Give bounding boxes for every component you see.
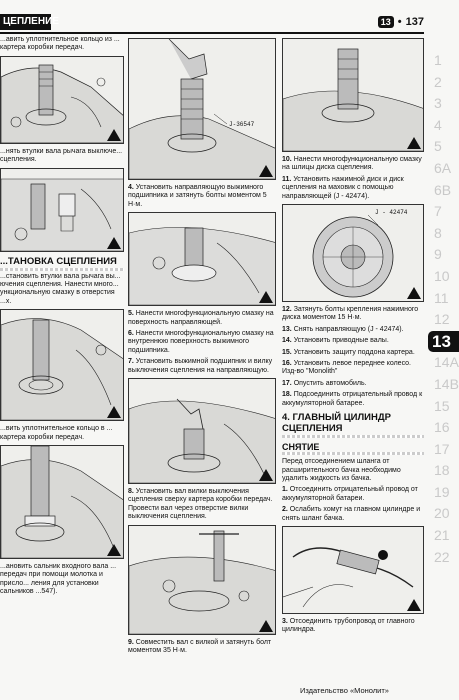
- step-text: ...ановить сальник входного вала ... передач при помощи молотка и присло... ления для установки сальников ...547).: [0, 563, 117, 596]
- chapter-tab[interactable]: 15: [434, 397, 450, 414]
- page-number-group: [378, 14, 424, 30]
- chapter-tab[interactable]: 6В: [434, 181, 452, 198]
- step-number: 18.: [282, 391, 292, 399]
- step-text: Установить левое переднее колесо. Изд-во "Monolith": [282, 360, 411, 376]
- step-number: 16.: [282, 360, 292, 368]
- warning-icon: [259, 165, 273, 177]
- figure-input-shaft: [0, 309, 124, 421]
- column-right: [282, 36, 424, 638]
- warning-icon: [407, 599, 421, 611]
- step-number: 4.: [128, 184, 134, 191]
- column-left: [0, 36, 124, 600]
- step-text: Нанести многофункциональную смазку на внутреннюю поверхность выжимного подшипника.: [128, 330, 274, 354]
- step-number: 1.: [282, 486, 288, 494]
- tool-label: J - 42474: [375, 209, 408, 217]
- step-text: Установить выжимной подшипник и вилку выключения сцепления на направляющую.: [128, 358, 273, 374]
- step-16: [282, 360, 424, 377]
- chapter-tab[interactable]: 22: [434, 548, 450, 565]
- chapter-tab[interactable]: 2: [434, 73, 442, 90]
- step-9: [128, 639, 276, 656]
- chapter-badge: 13: [378, 16, 394, 28]
- pressure-plate-illustration: [283, 205, 424, 301]
- step-13: [282, 326, 424, 334]
- gearbox-illustration: [1, 57, 124, 143]
- step-text: ...нять втулки вала рычага выключе... сцепления.: [0, 147, 123, 164]
- step-text: Установить вал вилки выключения сцепления сверху картера коробки передач. Провести вал через отверстие вилки выключения сцепления.: [128, 488, 273, 521]
- step-number: 14.: [282, 337, 292, 345]
- step-8: [128, 488, 276, 522]
- chapter-tab[interactable]: 6А: [434, 159, 452, 176]
- step-text: Затянуть болты крепления нажимного диска моментом 15 Н·м.: [282, 306, 419, 322]
- step-number: 13.: [282, 325, 292, 333]
- page-header: [0, 14, 424, 34]
- step-text: Ослабить хомут на главном цилиндре и снять шланг бачка.: [282, 506, 421, 522]
- subsection-heading: СНЯТИЕ: [282, 442, 424, 455]
- step-text: ...становить втулки вала рычага вы... ючения сцепления. Нанести много... ункциональную смазку в отверстия ...х.: [0, 272, 121, 305]
- step-5: [128, 310, 276, 327]
- warning-icon: [259, 291, 273, 303]
- figure-pressure-plate: [282, 204, 424, 302]
- step-number: 17.: [282, 379, 292, 387]
- bearing-illustration: [129, 213, 276, 305]
- step-text: Отсоединить трубопровод от главного цилиндра.: [282, 617, 415, 634]
- step-number: 11.: [282, 175, 292, 183]
- step-17: [282, 380, 424, 388]
- chapter-tab[interactable]: 1: [434, 52, 442, 68]
- removal-step-2: [282, 506, 424, 523]
- step-text: Установить нажимной диск и диск сцепления на маховик с помощью направляющей (J - 42474).: [282, 175, 404, 200]
- step-text: Нанести многофункциональную смазку на поверхность направляющей.: [128, 310, 274, 326]
- warning-icon: [107, 237, 121, 249]
- chapter-tab[interactable]: 12: [434, 311, 450, 328]
- input-shaft-illustration: [1, 310, 124, 420]
- step-text: Снять направляющую (J - 42474).: [293, 325, 404, 333]
- bullet: •: [397, 16, 402, 28]
- figure-guide-install: [128, 38, 276, 180]
- chapter-tab[interactable]: 8: [434, 224, 442, 241]
- chapter-tab[interactable]: 21: [434, 527, 450, 544]
- chapter-tab[interactable]: 14В: [434, 375, 459, 392]
- release-fork-illustration: [129, 379, 276, 483]
- step-18: [282, 391, 424, 408]
- warning-icon: [259, 620, 273, 632]
- figure-spline-lube: [282, 38, 424, 152]
- step-number: 5.: [128, 310, 134, 318]
- step-text: Подсоединить отрицательный провод к аккумуляторной батарее.: [282, 391, 423, 407]
- figure-gearbox-shaft: [0, 56, 124, 144]
- step-7: [128, 358, 276, 375]
- step-14: [282, 337, 424, 345]
- tool-label: J-36547: [229, 121, 255, 128]
- warning-icon: [107, 544, 121, 556]
- step-text: Установить направляющую выжимного подшипника и затянуть болты моментом 5 Н·м.: [128, 184, 267, 208]
- chapter-tab[interactable]: 3: [434, 95, 442, 112]
- chapter-tab[interactable]: 14А: [434, 354, 459, 371]
- step-number: 7.: [128, 358, 134, 366]
- figure-master-cylinder: [282, 526, 424, 614]
- chapter-tab[interactable]: 18: [434, 462, 450, 479]
- step-text: Опустить автомобиль.: [293, 379, 367, 387]
- step-number: 9.: [128, 638, 134, 646]
- step-4: [128, 184, 276, 209]
- chapter-tab[interactable]: 5: [434, 138, 442, 155]
- figure-fork-shaft: [128, 525, 276, 635]
- step-number: 15.: [282, 348, 292, 356]
- figure-release-fork: [128, 378, 276, 484]
- fork-shaft-illustration: [129, 526, 276, 634]
- step-text: Установить приводные валы.: [293, 337, 389, 345]
- step-text: ...авить уплотнительное кольцо из ... картера коробки передач.: [0, 36, 120, 52]
- chapter-tab[interactable]: 16: [434, 419, 450, 436]
- figure-seal-install: [0, 445, 124, 559]
- step-12: [282, 306, 424, 323]
- removal-step-3: [282, 618, 424, 635]
- step-number: 8.: [128, 488, 134, 496]
- step-number: 12.: [282, 306, 292, 314]
- step-number: 6.: [128, 330, 134, 338]
- warning-icon: [407, 137, 421, 149]
- chapter-tab-active[interactable]: 13: [428, 331, 459, 353]
- column-middle: [128, 36, 276, 659]
- step-number: 3.: [282, 617, 288, 625]
- figure-bearing: [128, 212, 276, 306]
- step-number: 10.: [282, 156, 292, 163]
- warning-icon: [259, 469, 273, 481]
- chapter-tabs: [428, 50, 459, 568]
- chapter-tab[interactable]: 7: [434, 203, 442, 220]
- step-6: [128, 330, 276, 355]
- section-heading: 4. ГЛАВНЫЙ ЦИЛИНДР СЦЕПЛЕНИЯ: [282, 412, 424, 438]
- step-10: [282, 156, 424, 173]
- page-number: 137: [405, 16, 424, 28]
- step-11: [282, 176, 424, 201]
- figure-bushings: [0, 168, 124, 252]
- publisher-footer: Издательство «Монолит»: [300, 686, 389, 695]
- removal-step-1: [282, 486, 424, 503]
- section-heading: ...ТАНОВКА СЦЕПЛЕНИЯ: [0, 256, 124, 271]
- chapter-tab[interactable]: 20: [434, 505, 450, 522]
- step-text: Установить защиту поддона картера.: [293, 348, 415, 356]
- step-text: ...вить уплотнительное кольцо в ... картера коробки передач.: [0, 425, 113, 441]
- chapter-tab[interactable]: 17: [434, 440, 450, 457]
- bushing-illustration: [1, 169, 124, 251]
- section-title: ЦЕПЛЕНИЕ: [0, 14, 51, 30]
- warning-icon: [107, 406, 121, 418]
- chapter-tab[interactable]: 9: [434, 246, 442, 263]
- warning-icon: [407, 287, 421, 299]
- step-15: [282, 349, 424, 357]
- step-number: 2.: [282, 506, 288, 514]
- chapter-tab[interactable]: 11: [434, 289, 449, 306]
- step-text: Отсоединить отрицательный провод от аккумуляторной батареи.: [282, 486, 418, 502]
- step-text: Совместить вал с вилкой и затянуть болт моментом 35 Н·м.: [128, 638, 272, 655]
- guide-install-illustration: [129, 39, 276, 179]
- chapter-tab[interactable]: 19: [434, 483, 450, 500]
- step-text: Нанести многофункциональную смазку на шлицы диска сцепления.: [282, 156, 422, 172]
- warning-icon: [107, 129, 121, 141]
- intro-text: Перед отсоединением шланга от расширительного бачка необходимо удалить жидкость из бачка.: [282, 458, 401, 482]
- spline-illustration: [283, 39, 424, 151]
- seal-install-illustration: [1, 446, 124, 558]
- chapter-tab[interactable]: 10: [434, 267, 450, 284]
- chapter-tab[interactable]: 4: [434, 116, 442, 133]
- master-cylinder-illustration: [283, 527, 424, 613]
